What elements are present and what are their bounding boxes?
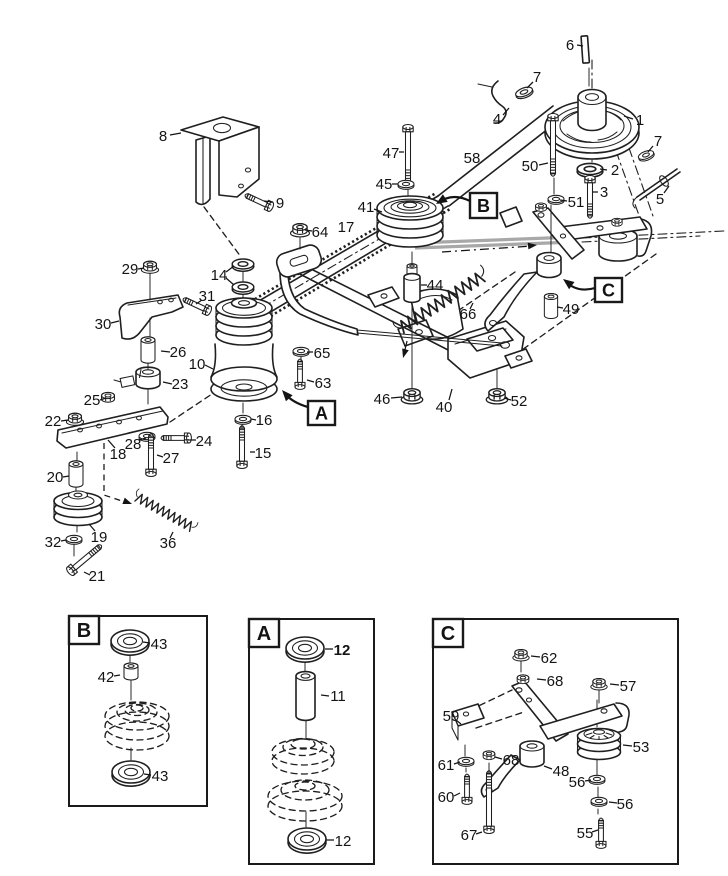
callout-50 bbox=[522, 158, 548, 175]
callout-label: 42 bbox=[97, 669, 115, 686]
bracket-30 bbox=[119, 295, 183, 339]
nut-62 bbox=[513, 649, 529, 660]
callout-20 bbox=[47, 469, 69, 486]
callout-label: 59 bbox=[442, 708, 460, 725]
callout-label: 10 bbox=[188, 356, 206, 373]
pulley-dashed-a bbox=[268, 739, 342, 822]
bolt-15 bbox=[237, 426, 247, 469]
callout-label: 6 bbox=[565, 37, 575, 54]
spacer-44 bbox=[404, 264, 420, 303]
callout-27 bbox=[157, 450, 179, 467]
callout-label: 52 bbox=[510, 393, 528, 410]
washer-16 bbox=[235, 415, 251, 424]
callout-56 bbox=[569, 774, 591, 791]
callout-15 bbox=[250, 445, 271, 462]
callout-7 bbox=[527, 69, 541, 88]
callout-label: 50 bbox=[521, 158, 539, 175]
callout-label: 18 bbox=[109, 446, 127, 463]
callout-label: 17 bbox=[337, 219, 355, 236]
callout-label: 12 bbox=[333, 642, 351, 659]
pulley-41 bbox=[377, 196, 443, 247]
callout-42 bbox=[98, 669, 120, 686]
callout-66 bbox=[460, 303, 477, 323]
callout-61 bbox=[438, 757, 460, 774]
callout-68 bbox=[537, 673, 563, 690]
callout-label: 32 bbox=[44, 534, 62, 551]
callout-label: 36 bbox=[159, 535, 177, 552]
callout-label: 51 bbox=[567, 194, 585, 211]
nut-46 bbox=[401, 389, 423, 404]
callout-label: 40 bbox=[435, 399, 453, 416]
detail-box-letter: A bbox=[256, 623, 272, 645]
ref-label-B bbox=[436, 193, 497, 218]
pivot-boss bbox=[537, 253, 561, 278]
bolt-55 bbox=[596, 818, 606, 848]
callout-8 bbox=[159, 128, 181, 145]
nut-25 bbox=[102, 392, 115, 402]
callout-31 bbox=[196, 288, 215, 305]
callout-label: 56 bbox=[616, 796, 634, 813]
callout-label: 8 bbox=[158, 128, 168, 145]
bolt-3 bbox=[585, 176, 595, 219]
detail-box-b-parts bbox=[105, 630, 169, 786]
sleeve-11 bbox=[296, 672, 315, 721]
callout-16 bbox=[251, 412, 272, 429]
callout-label: 68 bbox=[546, 673, 564, 690]
callout-label: 66 bbox=[459, 306, 477, 323]
pulley-10 bbox=[211, 298, 277, 401]
callout-label: 60 bbox=[437, 789, 455, 806]
callout-label: 25 bbox=[83, 392, 101, 409]
callout-3 bbox=[593, 184, 608, 201]
callout-29 bbox=[122, 261, 144, 278]
bolt-47 bbox=[403, 125, 413, 188]
callout-10 bbox=[189, 356, 213, 373]
bearing-12-bottom bbox=[288, 828, 326, 853]
nut-idler-arm bbox=[535, 203, 546, 211]
callout-label: 62 bbox=[540, 650, 558, 667]
callout-14 bbox=[211, 266, 234, 285]
washer-56a bbox=[589, 775, 605, 784]
nut-22 bbox=[66, 413, 83, 425]
callout-label: 26 bbox=[169, 344, 187, 361]
callout-49 bbox=[557, 301, 579, 318]
callout-22 bbox=[45, 413, 68, 430]
washer-45 bbox=[398, 180, 414, 189]
callout-label: 21 bbox=[88, 568, 106, 585]
washer-14b bbox=[232, 282, 254, 294]
callout-label: 49 bbox=[562, 301, 580, 318]
callout-label: 27 bbox=[162, 450, 180, 467]
bolt-63 bbox=[295, 359, 305, 389]
callout-label: 15 bbox=[254, 445, 272, 462]
nut-52 bbox=[486, 389, 508, 404]
callout-label: 43 bbox=[151, 768, 169, 785]
callout-11 bbox=[321, 688, 346, 705]
callout-label: 3 bbox=[599, 184, 609, 201]
washer-7a bbox=[514, 85, 534, 100]
callout-label: 44 bbox=[426, 277, 444, 294]
callout-45 bbox=[376, 176, 398, 193]
callout-label: 4 bbox=[492, 111, 502, 128]
slotted-bracket bbox=[274, 243, 323, 279]
washer-32 bbox=[66, 535, 82, 544]
callout-label: 7 bbox=[532, 69, 542, 86]
washer-56b bbox=[591, 797, 607, 806]
callout-46 bbox=[374, 391, 402, 408]
callout-label: 31 bbox=[198, 288, 216, 305]
callout-label: 58 bbox=[463, 150, 481, 167]
callout-label: 67 bbox=[460, 827, 478, 844]
callout-label: 68 bbox=[502, 752, 520, 769]
callout-21 bbox=[84, 568, 105, 585]
callout-63 bbox=[307, 375, 331, 392]
washer-7b bbox=[637, 149, 655, 163]
callout-67 bbox=[461, 827, 482, 844]
ref-label-C bbox=[563, 278, 622, 302]
callout-label: 30 bbox=[94, 316, 112, 333]
callout-30 bbox=[95, 316, 119, 333]
callout-label: 2 bbox=[610, 162, 620, 179]
callout-18 bbox=[108, 440, 126, 463]
callout-label: 63 bbox=[314, 375, 332, 392]
washer-61 bbox=[458, 757, 474, 766]
bushing-42 bbox=[124, 663, 138, 680]
callout-28 bbox=[125, 436, 146, 453]
callout-label: 56 bbox=[568, 774, 586, 791]
callout-label: 23 bbox=[171, 376, 189, 393]
nut-29 bbox=[141, 261, 158, 273]
callout-5 bbox=[656, 186, 669, 208]
callout-36 bbox=[160, 532, 177, 552]
callout-47 bbox=[383, 145, 404, 162]
bearing-12-top bbox=[286, 637, 324, 662]
callout-12 bbox=[325, 642, 350, 659]
callout-label: 9 bbox=[275, 195, 285, 212]
callout-60 bbox=[438, 789, 460, 806]
callout-62 bbox=[531, 650, 557, 667]
callout-56 bbox=[609, 796, 633, 813]
callout-label: 53 bbox=[632, 739, 650, 756]
detail-box-letter: C bbox=[440, 623, 456, 645]
key-6 bbox=[581, 36, 589, 63]
spring-36 bbox=[132, 489, 198, 533]
callout-label: 64 bbox=[311, 224, 329, 241]
callout-7 bbox=[648, 133, 662, 152]
callout-label: 14 bbox=[210, 267, 228, 284]
callout-32 bbox=[45, 534, 66, 551]
callout-65 bbox=[307, 345, 330, 362]
spacer-49 bbox=[544, 293, 557, 318]
callout-label: 48 bbox=[552, 763, 570, 780]
svg-text:C: C bbox=[602, 280, 615, 301]
callout-label: 12 bbox=[334, 833, 352, 850]
callout-label: 5 bbox=[655, 191, 665, 208]
callout-40 bbox=[436, 389, 453, 416]
ref-label-A bbox=[282, 390, 335, 425]
collar-23 bbox=[114, 367, 160, 389]
callout-label: 65 bbox=[313, 345, 331, 362]
nut-68a bbox=[517, 675, 529, 684]
callout-label: 19 bbox=[90, 529, 108, 546]
svg-text:B: B bbox=[477, 196, 490, 216]
callout-label: 41 bbox=[357, 199, 375, 216]
callout-6 bbox=[566, 37, 583, 54]
callout-26 bbox=[161, 344, 186, 361]
washer-14a bbox=[232, 259, 254, 271]
callout-label: 55 bbox=[576, 825, 594, 842]
bolt-24 bbox=[161, 433, 191, 443]
callout-68 bbox=[495, 752, 519, 769]
callout-label: 24 bbox=[195, 433, 213, 450]
callout-label: 11 bbox=[330, 688, 346, 705]
pulley-19 bbox=[54, 491, 102, 526]
callout-label: 61 bbox=[437, 757, 455, 774]
svg-text:A: A bbox=[315, 403, 328, 424]
pulley-1 bbox=[545, 90, 639, 160]
bolt-60 bbox=[462, 774, 472, 804]
nut-57 bbox=[591, 678, 607, 689]
callout-label: 7 bbox=[653, 133, 663, 150]
callout-label: 22 bbox=[44, 413, 62, 430]
washer-65 bbox=[293, 347, 309, 356]
spacer-26 bbox=[141, 337, 155, 363]
callout-label: 43 bbox=[150, 636, 168, 653]
callout-19 bbox=[89, 524, 107, 546]
callout-label: 29 bbox=[121, 261, 139, 278]
bracket-8 bbox=[181, 117, 259, 204]
pulley-53 bbox=[578, 729, 621, 760]
callout-label: 47 bbox=[382, 145, 400, 162]
nut-68b bbox=[483, 751, 495, 760]
callout-label: 28 bbox=[124, 436, 142, 453]
callout-53 bbox=[623, 739, 649, 756]
pulley-dashed-b bbox=[105, 702, 169, 750]
detail-box-letter: B bbox=[76, 620, 92, 642]
bolt-head-idler-arm bbox=[612, 218, 622, 226]
callout-48 bbox=[544, 763, 569, 780]
callout-label: 16 bbox=[255, 412, 273, 429]
callout-label: 20 bbox=[46, 469, 64, 486]
callout-59 bbox=[443, 708, 461, 725]
callout-label: 45 bbox=[375, 176, 393, 193]
callout-17 bbox=[338, 219, 355, 236]
callout-label: 1 bbox=[635, 112, 645, 129]
callout-55 bbox=[577, 825, 598, 842]
callout-4 bbox=[493, 108, 509, 128]
callout-label: 57 bbox=[619, 678, 637, 695]
callout-12 bbox=[326, 833, 351, 850]
callout-58 bbox=[464, 150, 481, 167]
spacer-20 bbox=[69, 461, 83, 487]
callout-23 bbox=[163, 376, 188, 393]
callout-57 bbox=[610, 678, 636, 695]
callout-label: 46 bbox=[373, 391, 391, 408]
